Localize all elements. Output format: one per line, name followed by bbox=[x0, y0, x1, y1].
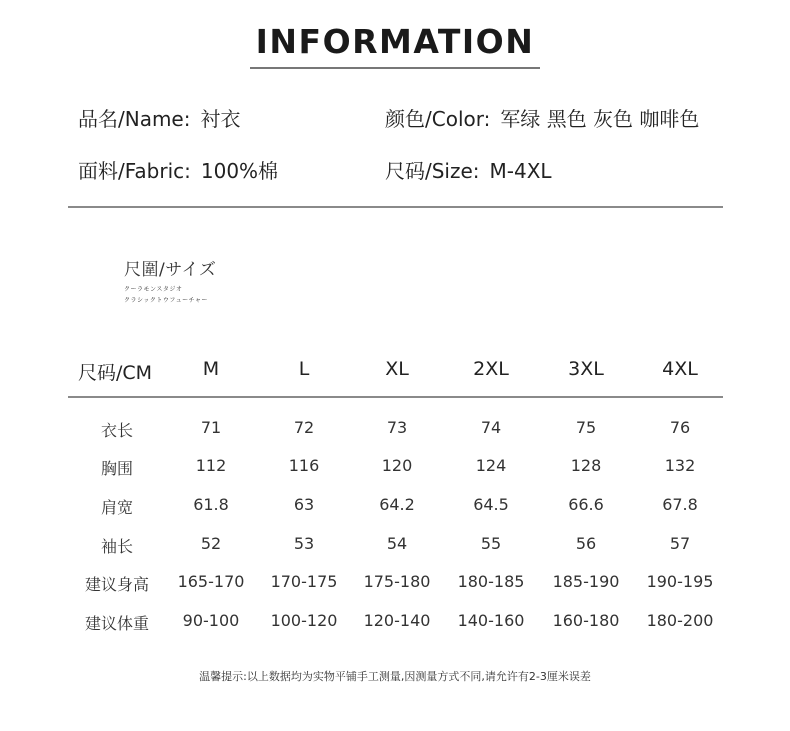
logo-title: 尺圍/サイズ bbox=[124, 260, 217, 280]
title-underline bbox=[250, 67, 540, 69]
color-label: 颜色/Color: bbox=[385, 107, 491, 131]
size-header-l: L bbox=[298, 358, 310, 380]
name-label: 品名/Name: bbox=[78, 107, 191, 131]
table-cell: 132 bbox=[664, 456, 696, 475]
table-cell: 120 bbox=[381, 456, 413, 475]
table-cell: 185-190 bbox=[552, 572, 620, 591]
table-cell: 54 bbox=[386, 534, 408, 553]
fabric-label: 面料/Fabric: bbox=[78, 159, 191, 183]
color-value: 军绿 黑色 灰色 咖啡色 bbox=[500, 107, 700, 131]
table-cell: 74 bbox=[480, 418, 502, 437]
table-header-divider bbox=[68, 396, 723, 398]
table-cell: 72 bbox=[293, 418, 315, 437]
row-label: 衣长 bbox=[100, 421, 134, 440]
table-cell: 140-160 bbox=[457, 611, 525, 630]
row-label: 袖长 bbox=[100, 537, 134, 556]
info-color bbox=[385, 103, 699, 132]
table-cell: 180-200 bbox=[646, 611, 714, 630]
table-cell: 124 bbox=[475, 456, 507, 475]
row-label: 胸围 bbox=[100, 459, 134, 478]
size-header-4xl: 4XL bbox=[662, 358, 698, 380]
table-cell: 76 bbox=[669, 418, 691, 437]
table-cell: 100-120 bbox=[270, 611, 338, 630]
table-cell: 73 bbox=[386, 418, 408, 437]
table-cell: 75 bbox=[575, 418, 597, 437]
info-name bbox=[78, 103, 240, 132]
table-cell: 128 bbox=[570, 456, 602, 475]
size-header-3xl: 3XL bbox=[568, 358, 604, 380]
table-cell: 165-170 bbox=[177, 572, 245, 591]
table-cell: 52 bbox=[200, 534, 222, 553]
table-cell: 112 bbox=[195, 456, 227, 475]
logo-subtitle-2: クラシックトウフューチャー bbox=[124, 297, 208, 304]
size-header-2xl: 2XL bbox=[473, 358, 509, 380]
table-cell: 57 bbox=[669, 534, 691, 553]
table-cell: 180-185 bbox=[457, 572, 525, 591]
row-label: 建议身高 bbox=[84, 575, 150, 594]
table-cell: 160-180 bbox=[552, 611, 620, 630]
table-cell: 63 bbox=[293, 495, 315, 514]
table-cell: 116 bbox=[288, 456, 320, 475]
table-cell: 175-180 bbox=[363, 572, 431, 591]
table-cell: 190-195 bbox=[646, 572, 714, 591]
size-header-xl: XL bbox=[385, 358, 409, 380]
table-cell: 55 bbox=[480, 534, 502, 553]
table-cell: 61.8 bbox=[193, 495, 229, 514]
table-cell: 67.8 bbox=[662, 495, 698, 514]
table-cell: 170-175 bbox=[270, 572, 338, 591]
info-fabric bbox=[78, 155, 278, 184]
page-title: INFORMATION bbox=[255, 22, 535, 61]
table-cell: 120-140 bbox=[363, 611, 431, 630]
size-label: 尺码/Size: bbox=[385, 159, 480, 183]
table-cell: 71 bbox=[200, 418, 222, 437]
fabric-value: 100%棉 bbox=[200, 159, 279, 183]
measurement-note: 温馨提示:以上数据均为实物平铺手工测量,因测量方式不同,请允许有2-3厘米误差 bbox=[199, 670, 591, 683]
table-cell: 64.5 bbox=[473, 495, 509, 514]
name-value: 衬衣 bbox=[200, 107, 241, 131]
logo-subtitle-1: クーラモンスタジオ bbox=[124, 286, 183, 293]
row-label: 肩宽 bbox=[100, 498, 134, 517]
table-cell: 64.2 bbox=[379, 495, 415, 514]
size-logo bbox=[124, 255, 216, 306]
table-cell: 90-100 bbox=[182, 611, 240, 630]
size-value: M-4XL bbox=[489, 159, 552, 183]
table-cell: 53 bbox=[293, 534, 315, 553]
table-cell: 66.6 bbox=[568, 495, 604, 514]
row-label: 建议体重 bbox=[84, 614, 150, 633]
info-size bbox=[385, 155, 552, 184]
table-cell: 56 bbox=[575, 534, 597, 553]
table-corner-header: 尺码/CM bbox=[78, 362, 153, 384]
section-divider bbox=[68, 206, 723, 208]
size-header-m: M bbox=[202, 358, 220, 380]
